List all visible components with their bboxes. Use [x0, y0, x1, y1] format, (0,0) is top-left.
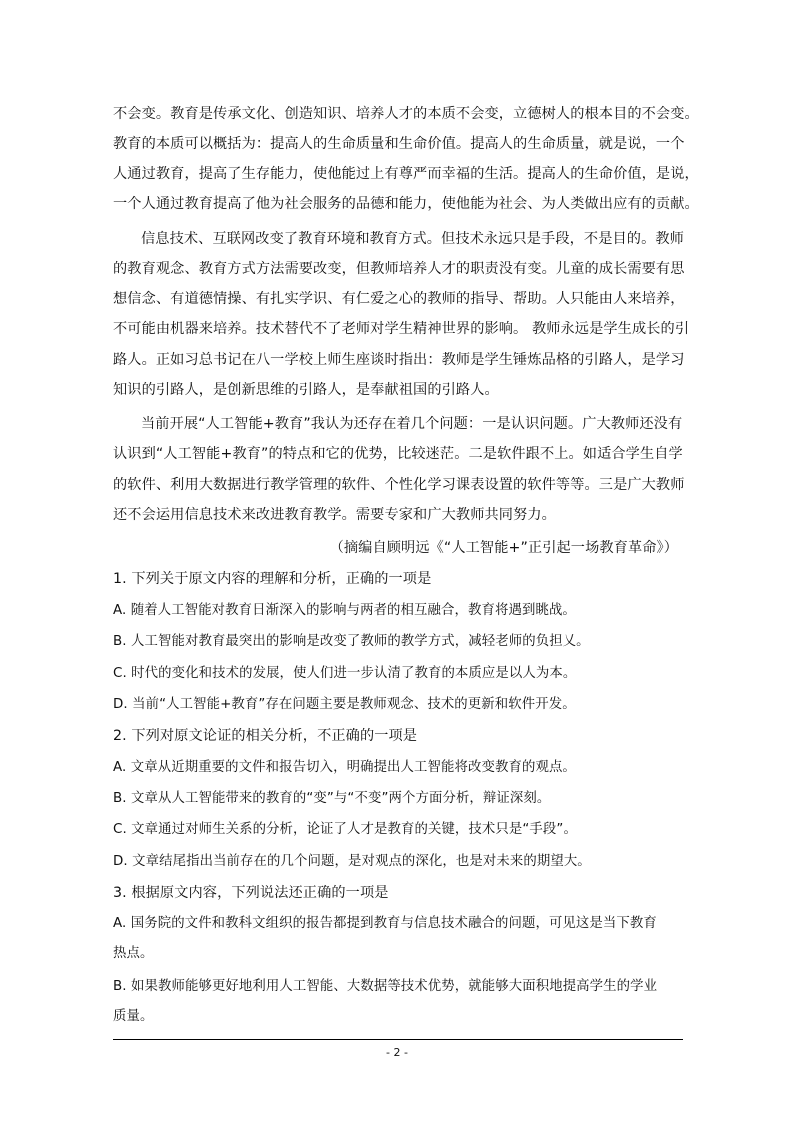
body-text-line: 认识到“人工智能+教育”的特点和它的优势，比较迷茫。二是软件跟不上。如适合学生自学: [113, 446, 683, 462]
answer-option-continuation: 热点。: [113, 946, 154, 961]
footer-divider: [113, 1039, 683, 1040]
body-text-line: 一个人通过教育提高了他为社会服务的品德和能力，使他能为社会、为人类做出应有的贡献。: [113, 196, 699, 212]
body-text-line: 路人。正如习总书记在八一学校上师生座谈时指出：教师是学生锤炼品格的引路人，是学习: [113, 352, 685, 368]
answer-option: C. 文章通过对师生关系的分析，论证了人才是教育的关键，技术只是“手段”。: [113, 822, 577, 837]
body-text-line: 的教育观念、教育方式方法需要改变，但教师培养人才的职责没有变。儿童的成长需要有思: [113, 261, 685, 277]
source-citation: （摘编自顾明远《“人工智能+”正引起一场教育革命》）: [329, 540, 678, 556]
answer-option: D. 当前“人工智能+教育”存在问题主要是教师观念、技术的更新和软件开发。: [113, 697, 576, 712]
answer-option: B. 文章从人工智能带来的教育的“变”与“不变”两个方面分析，辩证深刻。: [113, 791, 551, 806]
body-text-line: 的软件、利用大数据进行教学管理的软件、个性化学习课表设置的软件等等。三是广大教师: [113, 477, 685, 493]
body-text-line: 想信念、有道德情操、有扎实学识、有仁爱之心的教师的指导、帮助。人只能由人来培养，: [113, 291, 685, 307]
answer-option-continuation: 质量。: [113, 1009, 154, 1024]
answer-option: B. 人工智能对教育最突出的影响是改变了教师的教学方式，减轻老师的负担乂。: [113, 634, 590, 649]
body-text-line: 教育的本质可以概括为：提高人的生命质量和生命价值。提高人的生命质量，就是说，一个: [113, 136, 685, 152]
body-text-line: 信息技术、互联网改变了教育环境和教育方式。但技术永远只是手段，不是目的。教师: [141, 231, 684, 247]
question-stem: 2. 下列对原文论证的相关分析，不正确的一项是: [113, 728, 418, 744]
body-text-line: 知识的引路人，是创新思维的引路人，是奉献祖国的引路人。: [113, 382, 499, 398]
answer-option: B. 如果教师能够更好地利用人工智能、大数据等技术优势，就能够大面积地提高学生的学业: [113, 979, 658, 994]
answer-option: C. 时代的变化和技术的发展，使人们进一步认清了教育的本质应是以人为本。: [113, 666, 577, 681]
answer-option: A. 国务院的文件和教科文组织的报告都提到教育与信息技术融合的问题，可见这是当下教育: [113, 916, 657, 931]
body-text-line: 不会变。教育是传承文化、创造知识、培养人才的本质不会变，立德树人的根本目的不会变。: [113, 106, 699, 122]
question-stem: 1. 下列关于原文内容的理解和分析，正确的一项是: [113, 571, 432, 587]
answer-option: A. 文章从近期重要的文件和报告切入，明确提出人工智能将改变教育的观点。: [113, 760, 576, 775]
answer-option: D. 文章结尾指出当前存在的几个问题，是对观点的深化，也是对未来的期望大。: [113, 854, 591, 869]
body-text-line: 当前开展“人工智能+教育”我认为还存在着几个问题：一是认识问题。广大教师还没有: [141, 416, 683, 432]
answer-option: A. 随着人工智能对教育日渐深入的影响与两者的相互融合，教育将遇到眺战。: [113, 603, 576, 618]
body-text-line: 不可能由机器来培养。技术替代不了老师对学生精神世界的影响。 教师永远是学生成长的引: [113, 321, 690, 337]
body-text-line: 人通过教育，提高了生存能力，使他能过上有尊严而幸福的生活。提高人的生命价值，是说，: [113, 166, 699, 182]
body-text-line: 还不会运用信息技术来改进教育教学。需要专家和广大教师共同努力。: [113, 507, 556, 523]
question-stem: 3. 根据原文内容，下列说法还正确的一项是: [113, 885, 389, 901]
page-number: - 2 -: [386, 1046, 408, 1059]
